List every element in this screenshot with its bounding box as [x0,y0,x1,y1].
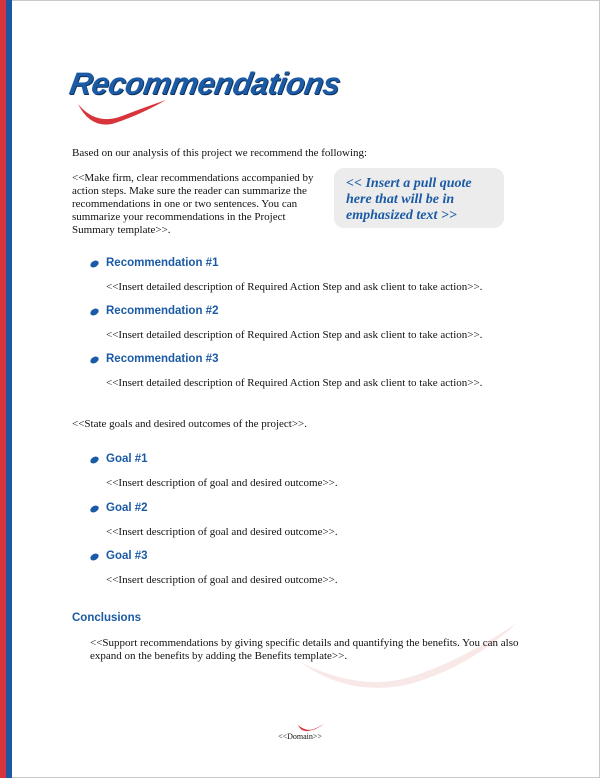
goal-description: <<Insert description of goal and desired outcome>>. [106,477,338,489]
recommendation-description: <<Insert detailed description of Required Action Step and ask client to take action>>. [106,329,483,341]
goal-title: Goal #3 [106,550,148,562]
footer-domain: <<Domain>> [278,732,322,741]
pull-quote: << Insert a pull quote here that will be in emphasized text >> [334,168,504,228]
recommendation-title: Recommendation #1 [106,257,219,269]
goal-description: <<Insert description of goal and desired outcome>>. [106,526,338,538]
recommendation-title: Recommendation #2 [106,305,219,317]
conclusions-body: <<Support recommendations by giving specific details and quantifying the benefits. You can also expand on the benefits by adding the Benefits template>>. [90,637,519,662]
sidebar-blue-stripe [6,0,12,778]
goal-description: <<Insert description of goal and desired outcome>>. [106,574,338,586]
recommendation-description: <<Insert detailed description of Required Action Step and ask client to take action>>. [106,377,483,389]
conclusions-heading: Conclusions [72,612,142,624]
goal-title: Goal #1 [106,453,148,465]
goals-intro: <<State goals and desired outcomes of the project>>. [72,418,307,430]
intro-paragraph: <<Make firm, clear recommendations accompanied by action steps. Make sure the reader can summarize the recommendations in one or two sentences. You can summarize your recommendations in the Project Summary template>>. [72,172,314,236]
footer-swoosh-icon [298,724,324,732]
goal-title: Goal #2 [106,502,148,514]
recommendation-title: Recommendation #3 [106,353,219,365]
title-block [67,66,370,126]
page-title: Recommendations [67,66,344,101]
red-swoosh-icon [78,100,168,126]
intro-text: Based on our analysis of this project we recommend the following: [72,147,368,159]
recommendation-description: <<Insert detailed description of Required Action Step and ask client to take action>>. [106,281,483,293]
